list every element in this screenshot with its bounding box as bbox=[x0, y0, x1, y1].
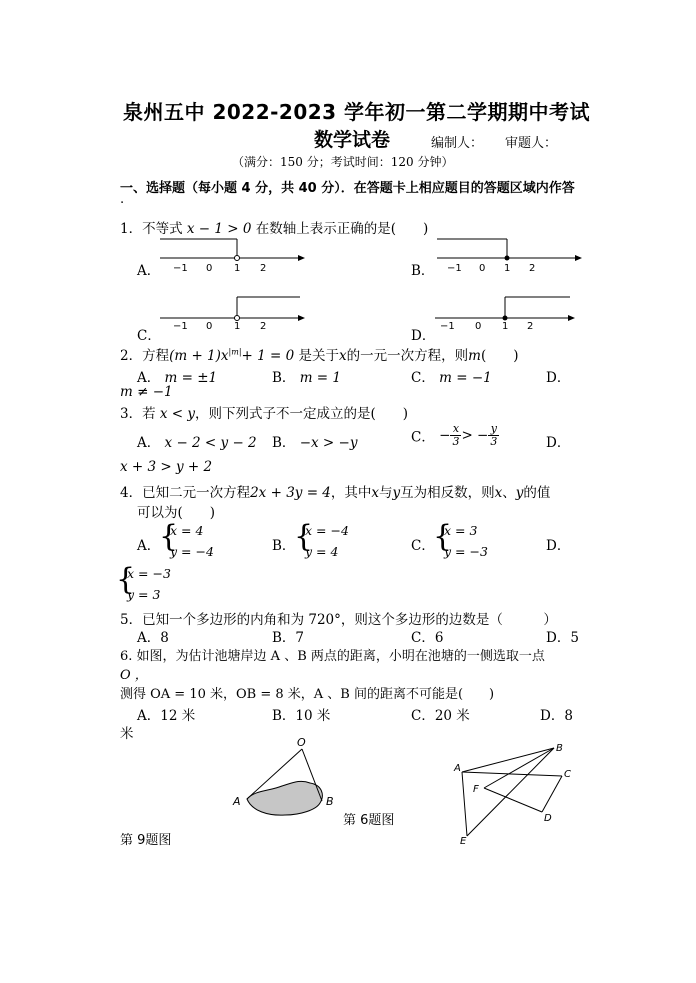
tick-neg1: −1 bbox=[440, 321, 455, 332]
q4-option-c-eq1: x = 3 bbox=[444, 523, 478, 538]
q5-option-b: B．7 bbox=[272, 630, 305, 646]
editor-label: 编制人： bbox=[431, 136, 484, 151]
tick-neg1: −1 bbox=[173, 321, 188, 332]
q1-option-c-label: C． bbox=[137, 328, 161, 344]
tick-1: 1 bbox=[234, 263, 241, 274]
tick-2: 2 bbox=[260, 263, 267, 274]
tick-1: 1 bbox=[234, 321, 241, 332]
q1-option-a-label: A． bbox=[137, 263, 161, 279]
tick-0: 0 bbox=[206, 263, 213, 274]
q4-option-b-eq1: x = −4 bbox=[305, 523, 349, 538]
q4-stem-line2: 可以为( ) bbox=[137, 505, 216, 521]
exam-meta: （满分：150 分；考试时间：120 分钟） bbox=[232, 155, 454, 169]
tick-2: 2 bbox=[260, 321, 267, 332]
q3-expression: x < y bbox=[159, 406, 196, 422]
q4-option-d-eq1: x = −3 bbox=[127, 566, 171, 581]
pond-figure bbox=[230, 735, 345, 820]
figure-9-caption: 第 9题图 bbox=[120, 833, 172, 848]
q2-option-d-value: m ≠ −1 bbox=[120, 384, 173, 400]
q4-stem: 4．已知二元一次方程2x + 3y = 4，其中x与y互为相反数，则x、y的值 bbox=[120, 485, 551, 501]
q2-stem-text-3: 的一元一次方程，则 bbox=[346, 348, 469, 364]
q1-number-line-a bbox=[160, 234, 305, 274]
q2-stem-text: 2．方程 bbox=[120, 348, 170, 364]
q6-option-c: C．20 米 bbox=[411, 708, 470, 724]
q3-option-d-label: D． bbox=[546, 435, 571, 451]
reviewer-label: 审题人： bbox=[505, 136, 558, 151]
q2-option-a: A． m = ±1 bbox=[137, 370, 218, 386]
q6-stem: 6. 如图，为估计池塘岸边 A 、B 两点的距离，小明在池塘的一侧选取一点 bbox=[120, 649, 545, 664]
q2-option-c: C． m = −1 bbox=[411, 370, 492, 386]
section-heading: 一、选择题（每小题 4 分，共 40 分）．在答题卡上相应题目的答题区域内作答 bbox=[120, 181, 575, 196]
q5-option-d: D．5 bbox=[546, 630, 579, 646]
q5-option-c: C．6 bbox=[411, 630, 444, 646]
q1-option-b-label: B． bbox=[411, 263, 435, 279]
q6-option-d-unit: 米 bbox=[120, 726, 134, 742]
exam-title: 泉州五中 2022-2023 学年初一第二学期期中考试 bbox=[123, 100, 591, 124]
q4-option-d-label: D． bbox=[546, 538, 571, 554]
fig9-label-e: E bbox=[460, 836, 467, 847]
q4-option-a-label: A． bbox=[137, 538, 161, 554]
q6-option-a: A．12 米 bbox=[137, 708, 196, 724]
q3-option-b: B． −x > −y bbox=[272, 435, 358, 451]
q1-number-line-d bbox=[435, 294, 575, 334]
q3-option-c: C． − $\frac{x}{3}$ > − $\frac{y}{3}$ bbox=[411, 422, 498, 448]
point-o-label: O bbox=[297, 736, 306, 749]
q4-option-d-brace: { bbox=[116, 562, 136, 597]
exam-subtitle: 数学试卷 bbox=[314, 129, 391, 151]
tick-2: 2 bbox=[529, 263, 536, 274]
q6-option-b: B．10 米 bbox=[272, 708, 331, 724]
section-heading-dot: . bbox=[120, 192, 125, 207]
q2-var-m: m bbox=[468, 348, 481, 364]
q2-exponent: |m| bbox=[228, 347, 242, 357]
q4-option-d-eq2: y = 3 bbox=[127, 587, 161, 602]
q2-expression: (m + 1)x bbox=[169, 348, 229, 364]
q4-option-c-brace: { bbox=[433, 519, 453, 554]
tick-neg1: −1 bbox=[173, 263, 188, 274]
q1-number-line-c bbox=[160, 294, 305, 334]
q4-option-a-eq1: x = 4 bbox=[170, 523, 204, 538]
q3-option-a: A． x − 2 < y − 2 bbox=[137, 435, 257, 451]
fig9-label-c: C bbox=[564, 769, 571, 780]
tick-1: 1 bbox=[504, 263, 511, 274]
q1-option-d-label: D． bbox=[411, 328, 436, 344]
q4-option-c-eq2: y = −3 bbox=[444, 544, 488, 559]
q5-stem: 5．已知一个多边形的内角和为 720°，则这个多边形的边数是（ ） bbox=[120, 612, 557, 628]
q4-option-a-brace: { bbox=[159, 519, 179, 554]
fig9-label-d: D bbox=[544, 813, 552, 824]
tick-1: 1 bbox=[502, 321, 509, 332]
q4-option-a-eq2: y = −4 bbox=[170, 544, 214, 559]
tick-2: 2 bbox=[527, 321, 534, 332]
q2-var: x bbox=[339, 348, 347, 364]
q3-stem bbox=[120, 402, 408, 422]
q3-stem-text: 3．若 bbox=[120, 406, 156, 422]
fig9-label-b: B bbox=[556, 743, 563, 754]
point-b-label: B bbox=[326, 795, 334, 808]
q2-stem bbox=[120, 344, 518, 364]
q5-option-a: A．8 bbox=[137, 630, 169, 646]
q6-option-d: D．8 bbox=[540, 708, 573, 724]
q1-number-line-b bbox=[437, 234, 582, 274]
q4-option-b-label: B． bbox=[272, 538, 296, 554]
q4-option-c-label: C． bbox=[411, 538, 435, 554]
fig9-label-a: A bbox=[454, 763, 461, 774]
figure-6-caption: 第 6题图 bbox=[343, 813, 395, 828]
tick-0: 0 bbox=[479, 263, 486, 274]
q3-option-d-value: x + 3 > y + 2 bbox=[120, 459, 213, 475]
q2-option-d-label: D． bbox=[546, 370, 571, 386]
q4-option-b-brace: { bbox=[294, 519, 314, 554]
q1-stem-text: 1．不等式 bbox=[120, 221, 183, 237]
q2-stem-text-2: 是关于 bbox=[298, 348, 339, 364]
tick-neg1: −1 bbox=[447, 263, 462, 274]
point-a-label: A bbox=[233, 795, 241, 808]
tick-0: 0 bbox=[475, 321, 482, 332]
figure-9 bbox=[450, 740, 580, 850]
q6-stem-line2: 测得 OA = 10 米，OB = 8 米，A 、B 间的距离不可能是( ) bbox=[120, 687, 495, 702]
q3-stem-text-2: ，则下列式子不一定成立的是( ) bbox=[195, 406, 409, 422]
fig9-label-f: F bbox=[473, 784, 479, 795]
q1-expression: x − 1 > 0 bbox=[186, 221, 252, 237]
tick-0: 0 bbox=[206, 321, 213, 332]
q1-stem-text-2: 在数轴上表示正确的是( ) bbox=[255, 221, 429, 237]
q2-expression-2: + 1 = 0 bbox=[241, 348, 295, 364]
q2-stem-text-4: ( ) bbox=[480, 348, 519, 364]
q2-option-b: B． m = 1 bbox=[272, 370, 342, 386]
q6-stem-o: O ， bbox=[120, 668, 148, 683]
q4-option-b-eq2: y = 4 bbox=[305, 544, 339, 559]
